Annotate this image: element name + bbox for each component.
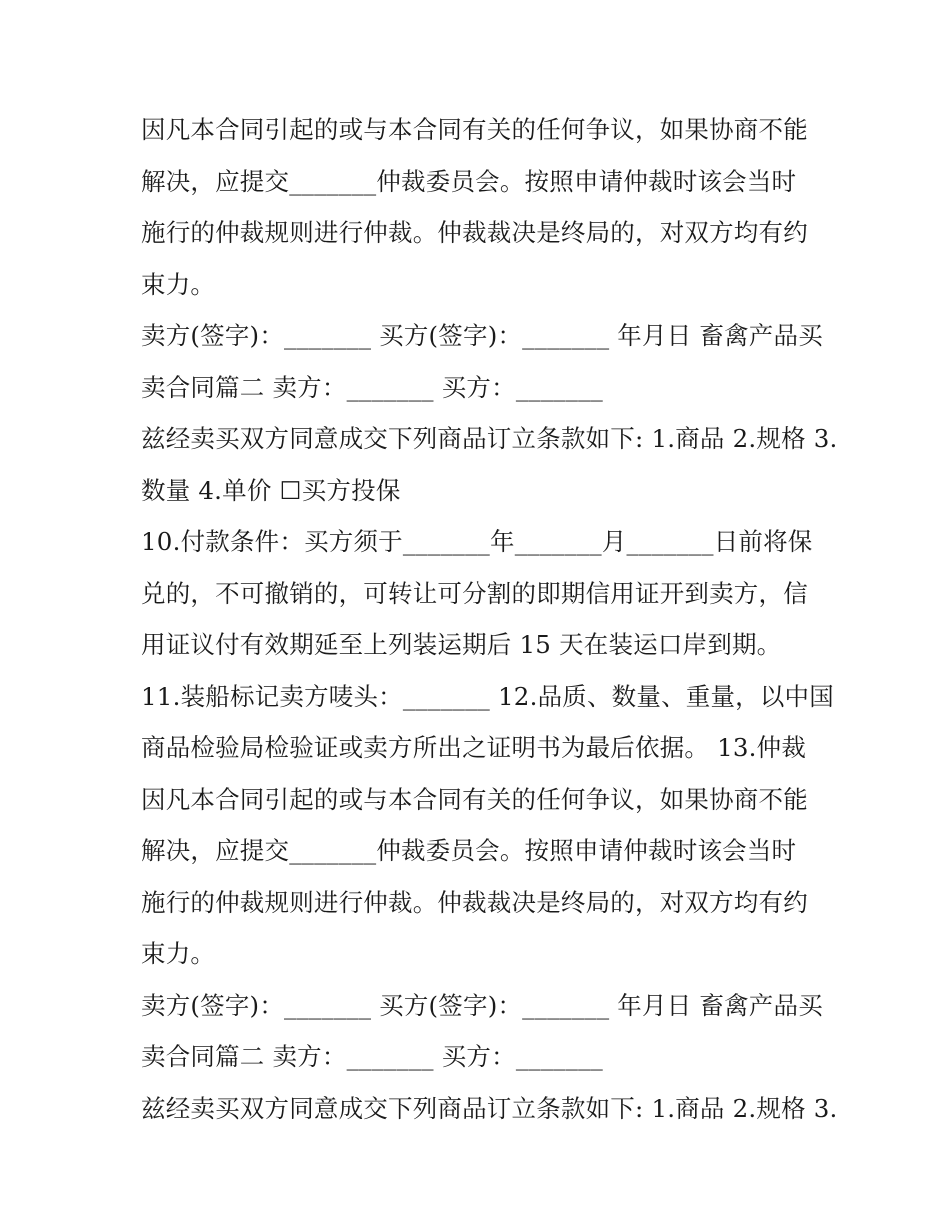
text-line: 卖方(签字)：_______ 买方(签字)：_______ 年月日 畜禽产品买 <box>141 990 823 1020</box>
text-line: 11.装船标记卖方唛头：_______ 12.品质、数量、重量，以中国 <box>141 681 834 711</box>
text-line: 商品检验局检验证或卖方所出之证明书为最后依据。 13.仲裁 <box>141 733 807 762</box>
text-line: 卖方(签字)：_______ 买方(签字)：_______ 年月日 畜禽产品买 <box>141 321 823 350</box>
text-line: 卖合同篇二 卖方：_______ 买方：_______ <box>141 1042 603 1071</box>
text-line: 兹经卖买双方同意成交下列商品订立条款如下: 1.商品 2.规格 3. <box>141 1093 838 1123</box>
text-line: 束力。 <box>141 939 216 968</box>
text-line: 因凡本合同引起的或与本合同有关的任何争议，如果协商不能 <box>141 784 808 814</box>
document-body <box>141 104 838 1134</box>
text-line: 束力。 <box>141 269 216 299</box>
text-line: 解决，应提交_______仲裁委员会。按照申请仲裁时该会当时 <box>141 836 797 865</box>
text-line: 10.付款条件：买方须于_______年_______月_______日前将保 <box>141 527 813 556</box>
text-line: 兹经卖买双方同意成交下列商品订立条款如下: 1.商品 2.规格 3. <box>141 424 838 453</box>
text-line: 施行的仲裁规则进行仲裁。仲裁裁决是终局的，对双方均有约 <box>141 218 808 247</box>
text-line: 施行的仲裁规则进行仲裁。仲裁裁决是终局的，对双方均有约 <box>141 887 808 917</box>
text-line: 解决，应提交_______仲裁委员会。按照申请仲裁时该会当时 <box>141 166 797 196</box>
text-line: 因凡本合同引起的或与本合同有关的任何争议，如果协商不能 <box>141 115 808 144</box>
text-line: 数量 4.单价 ☐买方投保 <box>141 475 401 505</box>
text-line: 兑的，不可撤销的，可转让可分割的即期信用证开到卖方，信 <box>141 578 808 608</box>
text-line: 卖合同篇二 卖方：_______ 买方：_______ <box>141 372 603 402</box>
text-line: 用证议付有效期延至上列装运期后 15 天在装运口岸到期。 <box>141 630 782 659</box>
